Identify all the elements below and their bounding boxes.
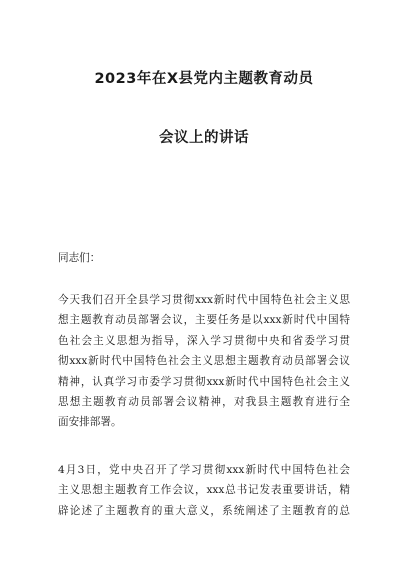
paragraph-line: 色社会主义思想为指导，深入学习贯彻中央和省委学习贯 — [58, 334, 350, 347]
paragraph-line: 精神，认真学习市委学习贯彻xxx新时代中国特色社会主义 — [58, 375, 350, 388]
paragraph-line: 思想主题教育动员部署会议精神，对我县主题教育进行全 — [58, 396, 350, 409]
paragraph-line: 面安排部署。 — [58, 416, 122, 429]
greeting: 同志们： — [58, 252, 101, 264]
document-title-line-1: 2023年在X县党内主题教育动员 — [94, 71, 314, 87]
paragraph-line: 主义思想主题教育工作会议，xxx总书记发表重要讲话，精 — [58, 484, 350, 497]
paragraph-line: 4月3日，党中央召开了学习贯彻xxx新时代中国特色社会 — [58, 464, 350, 476]
paragraph-1 — [58, 290, 350, 433]
paragraph-line: 今天我们召开全县学习贯彻xxx新时代中国特色社会主义思 — [58, 294, 350, 306]
paragraph-line: 辟论述了主题教育的重大意义，系统阐述了主题教育的总 — [58, 504, 350, 517]
paragraph-line: 想主题教育动员部署会议，主要任务是以xxx新时代中国特 — [58, 314, 350, 327]
document-title-line-2: 会议上的讲话 — [159, 130, 249, 146]
paragraph-2 — [58, 460, 350, 521]
paragraph-line: 彻xxx新时代中国特色社会主义思想主题教育动员部署会议 — [58, 355, 350, 368]
